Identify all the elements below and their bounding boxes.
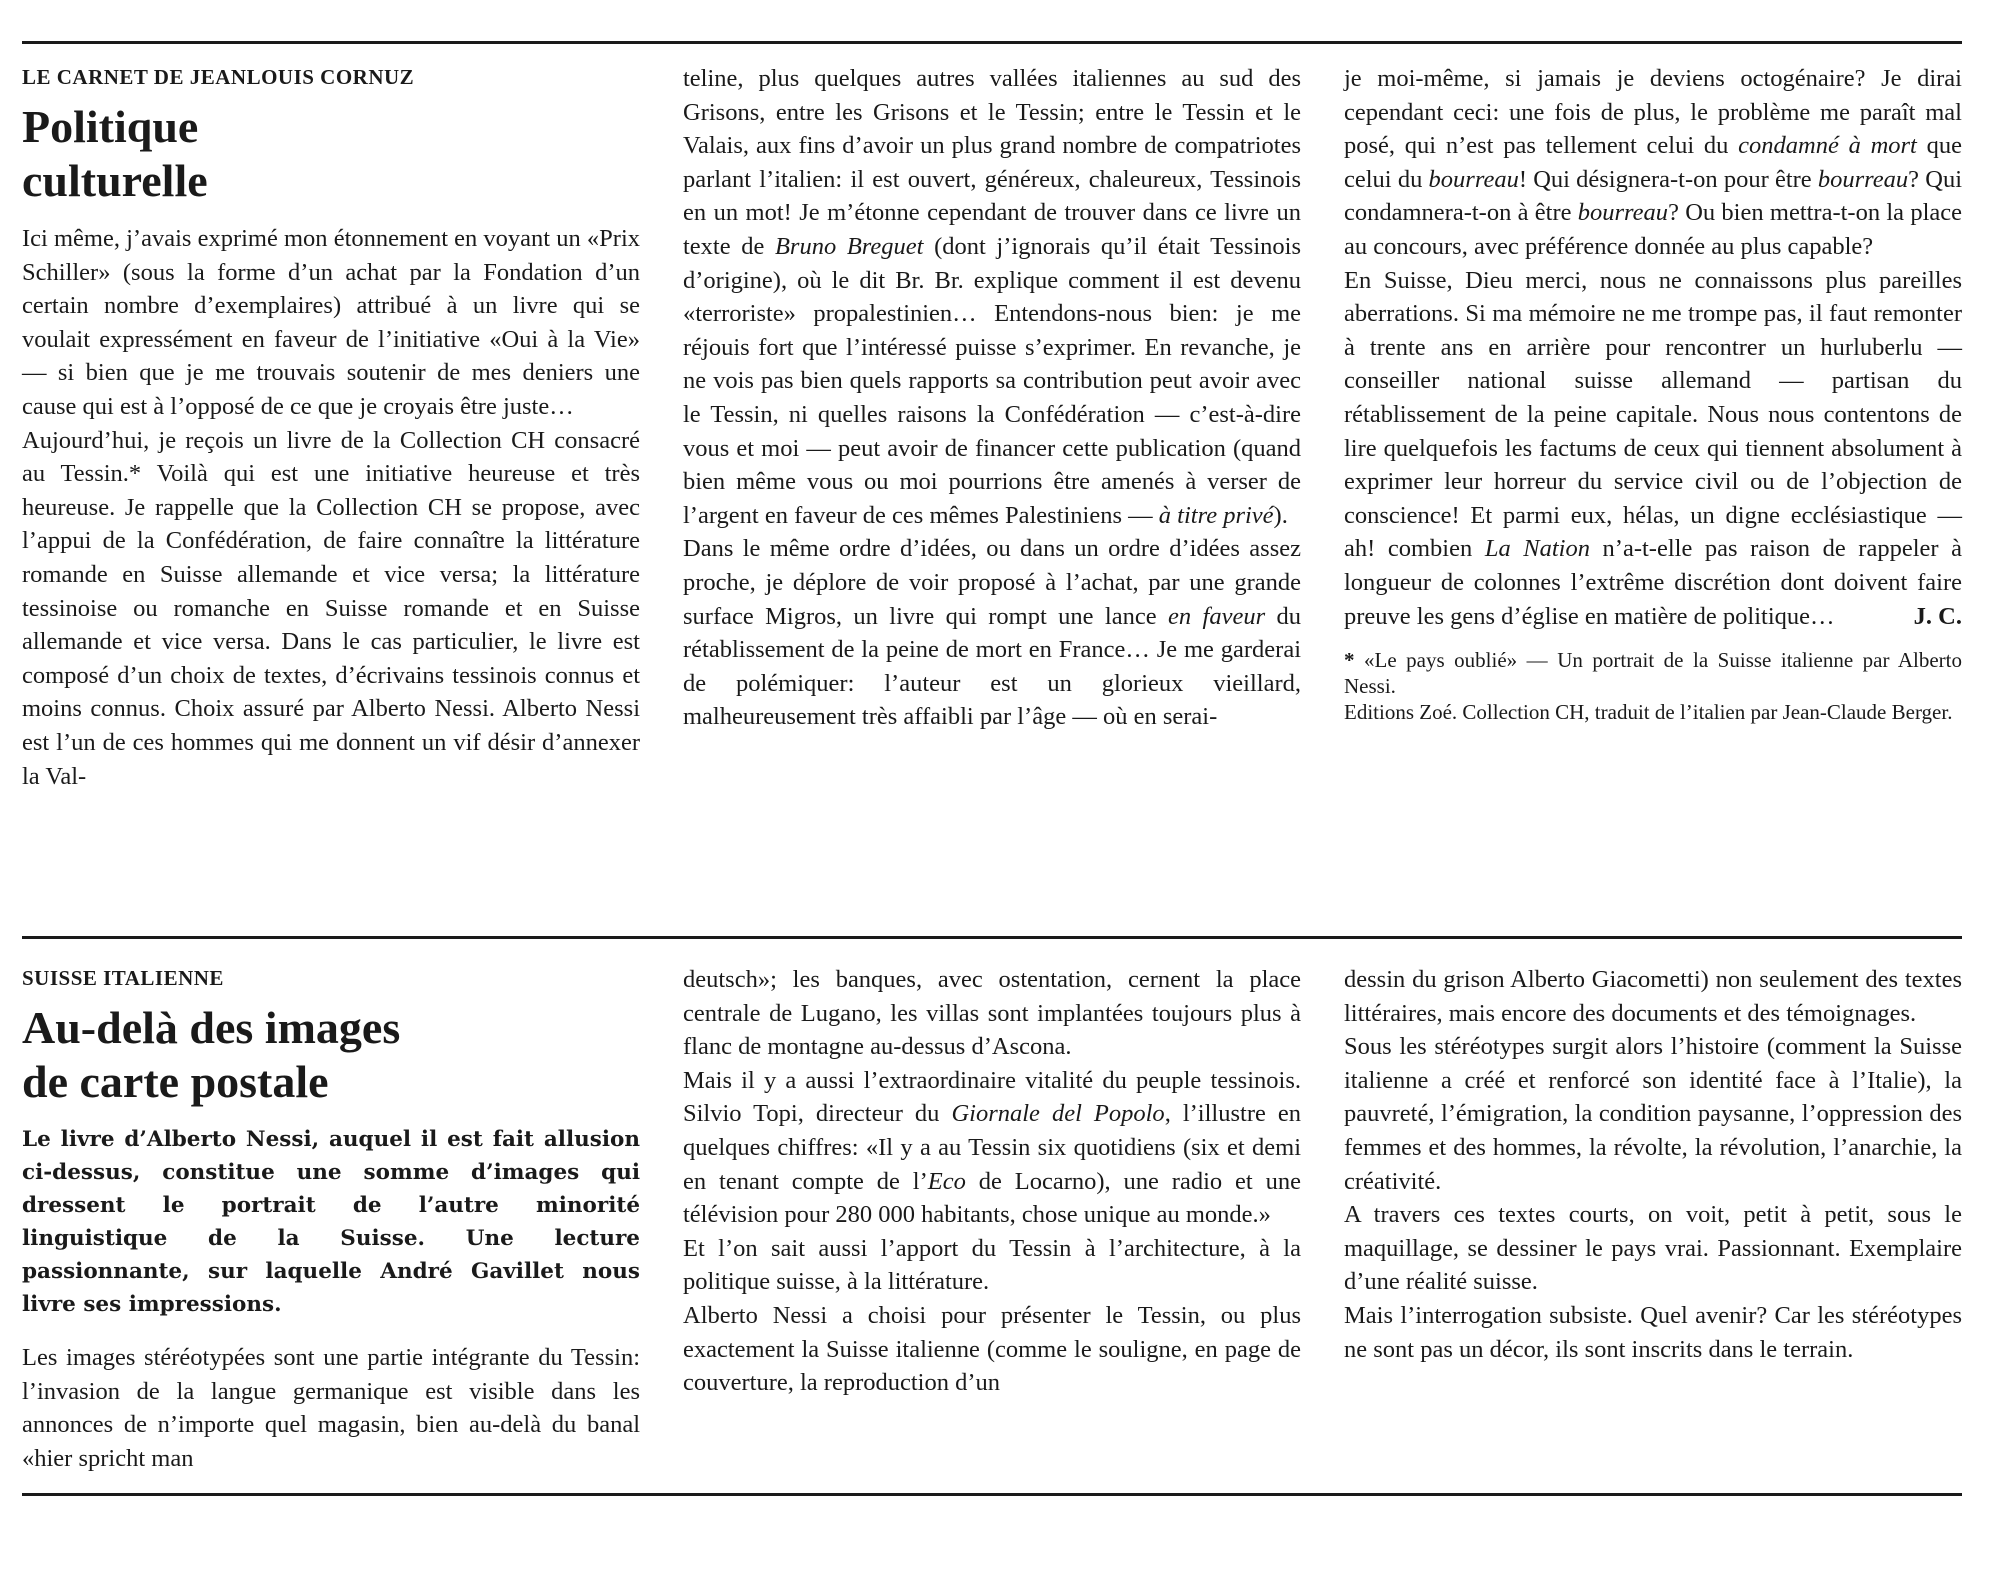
footnote-mark: * [1344,648,1355,673]
article2-col2-paragraph-3: Et l’on sait aussi l’apport du Tessin à l’architecture, à la politique suisse, à la littérature. [683,1234,1301,1296]
italic-en-faveur: en faveur [1168,602,1266,630]
text-run: je moi-même, si jamais je deviens octogénaire? Je dirai cependant ceci: une fois de plus, le problème me paraît mal posé, qui n’est pas tellement celui du [1344,65,1962,160]
article2-kicker: SUISSE ITALIENNE [22,966,224,990]
article1-col3-paragraph-2 [1344,264,1962,634]
article2-lead: Le livre d’Alberto Nessi, auquel il est fait allusion ci-dessus, constitue une somme d’images qui dressent le portrait de l’autre minorité linguistique de la Suisse. Une lecture passionnante, sur laquelle André Gavillet nous livre ses impressions. [22,1127,640,1317]
article2-col3-paragraph-1: dessin du grison Alberto Giacometti) non seulement des textes littéraires, mais encore des documents et des témoignages. [1344,966,1962,1027]
text-run: du rétablissement de la peine de mort en France… Je me garderai de polémiquer: l’auteur est un glorieux vieillard, malheureusement très affaibli par l’âge — où en serai- [683,602,1302,731]
article2-col2-paragraph-2 [683,1064,1301,1232]
text-run: Dans le même ordre d’idées, ou dans un ordre d’idées assez proche, je déplore de voir proposé à l’achat, par une grande surface Migros, un livre qui rompt une lance [683,535,1301,630]
article1-col2-paragraph-2 [683,532,1301,734]
italic-giornale-del-popolo: Giornale del Popolo [951,1100,1165,1128]
article1-col1-paragraph-1: Ici même, j’avais exprimé mon étonnement en voyant un «Prix Schiller» (sous la forme d’un achat par la Fondation d’un certain nombre d’exemplaires) attribué à un livre qui se voulait expressément en faveur de l’initiative «Oui à la Vie» — si bien que je me trouvais soutenir de mes deniers une cause qui est à l’opposé de ce que je croyais être juste… [22,225,640,420]
text-run: n’a-t-elle pas raison de rappeler à longueur de colonnes l’extrême discrétion dont doivent faire preuve les gens d’église en matière de politique… [1344,535,1962,630]
text-run: (dont j’ignorais qu’il était Tessinois d’origine), où le dit Br. Br. explique comment il est devenu «terroriste» propalestinien… Entendons-nous bien: je me réjouis fort que l’intéressé puisse s’exprimer. En revanche, je ne vois pas bien quels rapports sa contribution peut avoir avec le Tessin, ni quelles raisons la Confédération — c’est-à-dire vous et moi — peut avoir de financer cette publication (quand bien même vous ou moi pourrions être amenés à verser de l’argent en faveur de ces mêmes Palestiniens — [683,232,1301,529]
article1-col1-paragraph-2: Aujourd’hui, je reçois un livre de la Collection CH consacré au Tessin.* Voilà qui est une initiative heureuse et très heureuse. Je rappelle que la Collection CH se propose, avec l’appui de la Confédération, de faire connaître la littérature romande en Suisse allemande et vice versa; la littérature tessinoise ou romanche en Suisse romande et en Suisse allemande et vice versa. Dans le cas particulier, le livre est composé d’un choix de textes, d’écrivains tessinois connus et moins connus. Choix assuré par Alberto Nessi. Alberto Nessi est l’un de ces hommes qui me donnent un vif désir d’annexer la Val- [22,426,640,790]
text-run: ? Qui condamnera-t-on à être [1344,165,1962,227]
article1-column-2 [683,62,1301,734]
article2-col3-paragraph-4: Mais l’interrogation subsiste. Quel avenir? Car les stéréotypes ne sont pas un décor, ils sont inscrits dans le terrain. [1344,1301,1962,1363]
footnote-text-1: «Le pays oublié» — Un portrait de la Suisse italienne par Alberto Nessi. [1344,648,1962,699]
italic-la-nation: La Nation [1484,535,1590,563]
top-rule [22,41,1962,44]
italic-name-bruno-breguet: Bruno Breguet [774,232,924,260]
footnote-line-1 [1344,647,1962,699]
article2-col3-paragraph-3: A travers ces textes courts, on voit, petit à petit, sous le maquillage, se dessiner le pays vrai. Passionnant. Exemplaire d’une réalité suisse. [1344,1201,1962,1296]
article1-column-3 [1344,62,1962,725]
text-run: teline, plus quelques autres vallées italiennes au sud des Grisons, entre les Grisons et le Tessin; entre le Tessin et le Valais, aux fins d’avoir un plus grand nombre de compatriotes parlant l’italien: il est ouvert, généreux, chaleureux, Tessinois en un mot! Je m’étonne cependant de trouver dans ce livre un texte de [683,65,1301,260]
article2-col3-paragraph-2: Sous les stéréotypes surgit alors l’histoire (comment la Suisse italienne a créé et renforcé son identité face à l’Italie), la pauvreté, l’émigration, la condition paysanne, l’oppression des femmes et des hommes, la révolte, la révolution, l’anarchie, la créativité. [1344,1033,1962,1195]
text-run: que celui du [1344,132,1962,193]
text-run: En Suisse, Dieu merci, nous ne connaissons plus pareilles aberrations. Si ma mémoire ne me trompe pas, il faut remonter à trente ans en arrière pour rencontrer un hurluberlu — conseiller national suisse allemand — partisan du rétablissement de la peine capitale. Nous nous contentons de lire quelquefois les factums de ceux qui tiennent absolument à exprimer leur horreur du service civil ou de l’objection de conscience! Et parmi eux, hélas, un digne ecclésiastique — ah! combien [1344,266,1962,563]
bottom-rule [22,1493,1962,1496]
article2-col1-paragraph-1: Les images stéréotypées sont une partie intégrante du Tessin: l’invasion de la langue germanique est visible dans les annonces de n’importe quel magasin, bien au-delà du banal «hier spricht man [22,1344,640,1472]
article1-kicker: LE CARNET DE JEANLOUIS CORNUZ [22,65,415,89]
article2-column-2 [683,963,1301,1400]
text-run: , l’illustre en quelques chiffres: «Il y a au Tessin six quotidiens (six et demi en tenant compte de l’ [683,1100,1301,1195]
text-run: ! Qui désignera-t-on pour être [1518,165,1818,193]
text-run: de Locarno), une radio et une télévision pour 280 000 habitants, chose unique au monde.» [683,1167,1301,1229]
article2-column-3 [1344,963,1962,1366]
text-run: ? Ou bien mettra-t-on la place au concours, avec préférence donnée au plus capable? [1344,199,1963,260]
article1-signature: J. C. [1913,602,1962,630]
article2-title-line-2: de carte postale [22,1056,329,1107]
article1-col3-paragraph-1 [1344,62,1962,264]
italic-condamne-a-mort: condamné à mort [1738,132,1917,160]
article2-title-line-1: Au-delà des images [22,1002,401,1053]
article1-column-1 [22,62,640,793]
italic-bourreau: bourreau [1428,165,1519,193]
article1-col2-paragraph-1 [683,62,1301,532]
italic-bourreau: bourreau [1577,199,1669,227]
text-run: ). [1273,501,1288,529]
article1-footnote [1344,647,1962,725]
article1-title-line-1: Politique [22,101,199,152]
italic-eco: Eco [927,1167,966,1195]
article2-headline [22,1001,640,1109]
italic-a-titre-prive: à titre privé [1158,501,1274,529]
footnote-line-2: Editions Zoé. Collection CH, traduit de l’italien par Jean-Claude Berger. [1344,700,1953,725]
article2-col2-paragraph-1: deutsch»; les banques, avec ostentation, cernent la place centrale de Lugano, les villas sont implantées toujours plus à flanc de montagne au-dessus d’Ascona. [683,966,1301,1061]
middle-rule [22,936,1962,939]
italic-bourreau: bourreau [1817,165,1909,193]
text-run: Mais il y a aussi l’extraordinaire vitalité du peuple tessinois. Silvio Topi, directeur du [683,1066,1301,1128]
article2-col2-paragraph-4: Alberto Nessi a choisi pour présenter le Tessin, ou plus exactement la Suisse italienne (comme le souligne, en page de couverture, la reproduction d’un [683,1301,1301,1397]
article2-column-1 [22,963,640,1475]
article1-headline [22,100,640,208]
article1-title-line-2: culturelle [22,155,208,206]
